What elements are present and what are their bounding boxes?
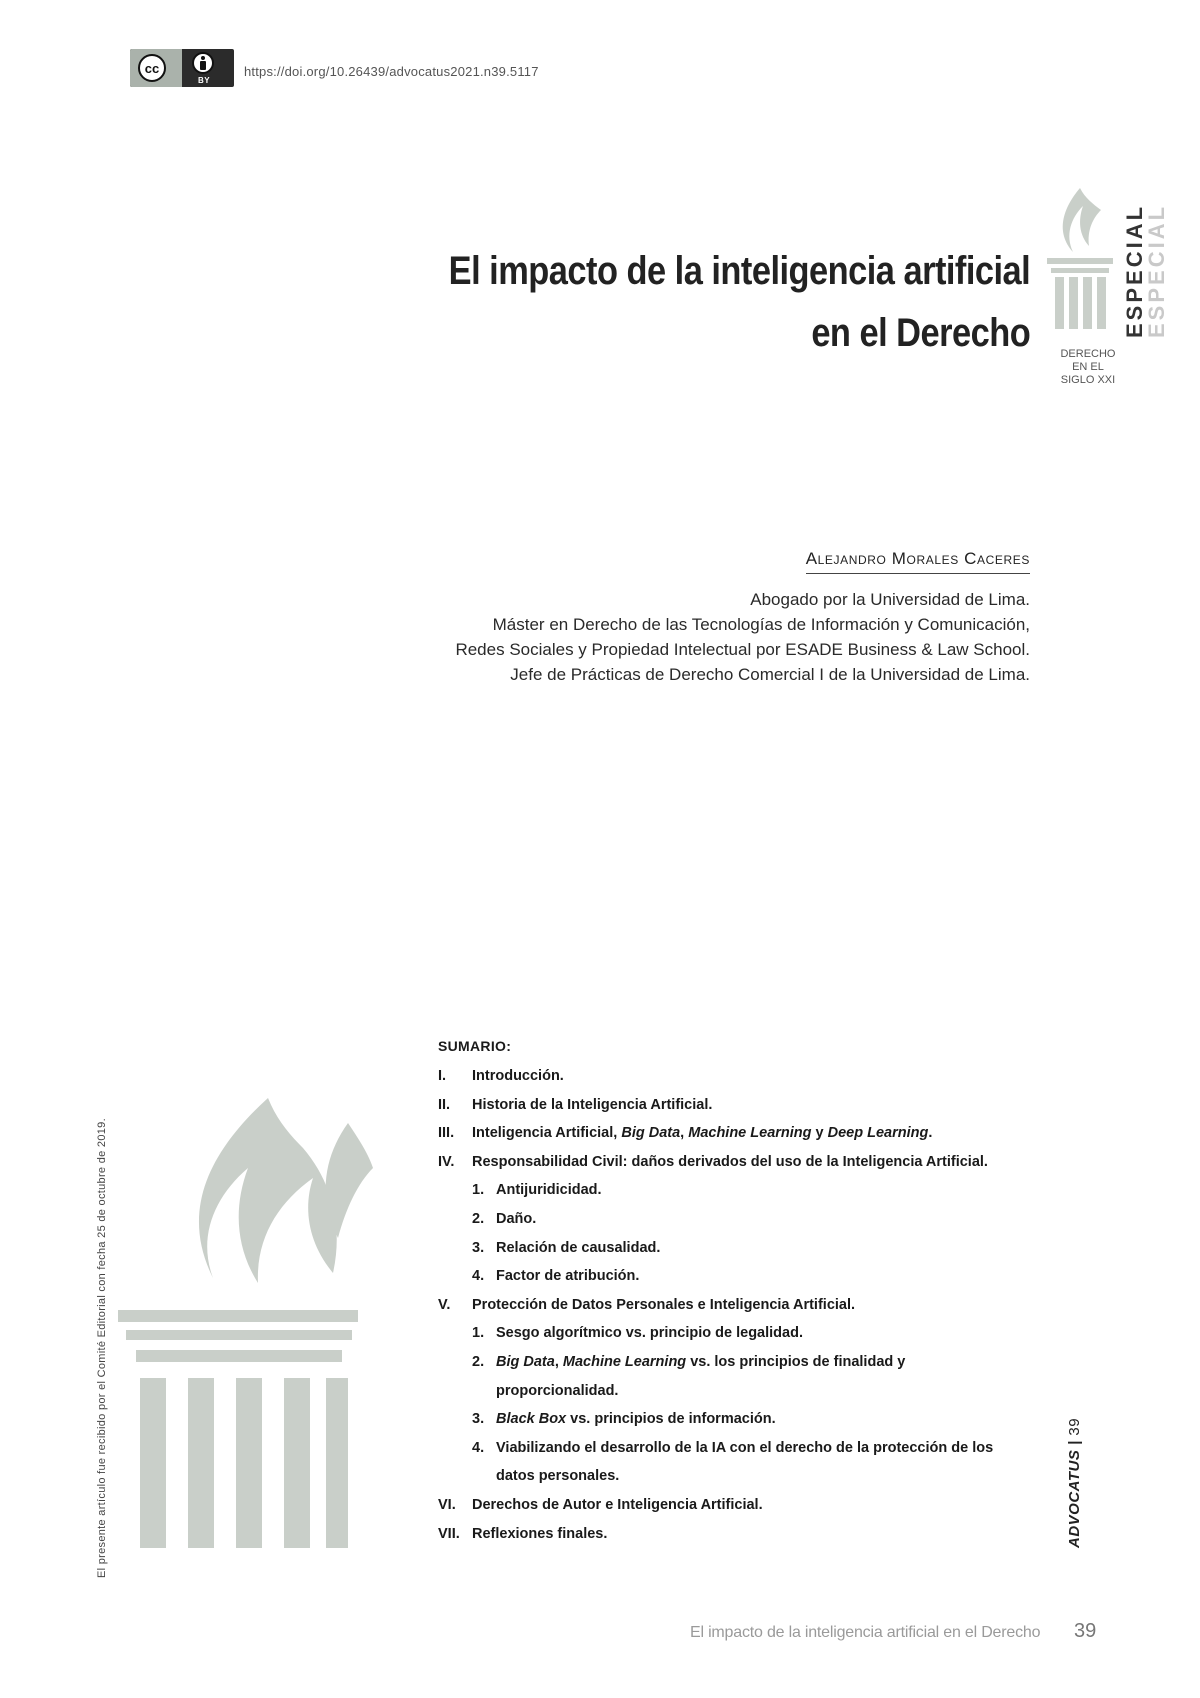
toc-text-italic: Machine Learning bbox=[562, 1353, 687, 1370]
toc-item-iv bbox=[438, 1148, 1038, 1177]
doi-link[interactable]: https://doi.org/10.26439/advocatus2021.n39.5117 bbox=[244, 64, 539, 79]
attribution-person-icon bbox=[192, 52, 214, 74]
page-number: 39 bbox=[1074, 1620, 1097, 1642]
toc-item-vi bbox=[438, 1491, 1038, 1520]
journal-tab-page: 39 bbox=[1066, 1417, 1083, 1436]
toc-subitem bbox=[438, 1262, 1038, 1291]
toc-number: 1. bbox=[472, 1325, 485, 1342]
toc-continuation bbox=[438, 1462, 1038, 1491]
toc-number: IV. bbox=[438, 1153, 455, 1170]
toc-subitem bbox=[438, 1348, 1038, 1377]
especial-label-shadow: ESPECIAL bbox=[1144, 203, 1169, 338]
cc-icon-label: cc bbox=[144, 60, 160, 76]
toc-text: Protección de Datos Personales e Inteligencia Artificial. bbox=[472, 1296, 856, 1313]
toc-item-iii bbox=[438, 1119, 1038, 1148]
sumario-title: SUMARIO: bbox=[438, 1038, 512, 1054]
toc-text: datos personales. bbox=[496, 1468, 620, 1485]
toc-text: Viabilizando el desarrollo de la IA con el derecho de la protección de los bbox=[496, 1439, 994, 1456]
toc-text-italic: Machine Learning bbox=[688, 1125, 812, 1142]
section-subtitle-line-1: DERECHO bbox=[1060, 348, 1116, 360]
toc-continuation bbox=[438, 1377, 1038, 1406]
section-subtitle-line-2: EN EL bbox=[1072, 361, 1104, 373]
toc-number: 3. bbox=[472, 1239, 485, 1256]
author-line-3: Redes Sociales y Propiedad Intelectual por ESADE Business & Law School. bbox=[455, 640, 1030, 659]
toc-item-vii bbox=[438, 1520, 1038, 1549]
toc-text: Daño. bbox=[496, 1210, 537, 1227]
toc-number: 1. bbox=[472, 1182, 485, 1199]
table-of-contents bbox=[438, 1038, 1038, 1548]
toc-text-italic: Black Box bbox=[496, 1411, 567, 1428]
toc-text: Responsabilidad Civil: daños derivados del uso de la Inteligencia Artificial. bbox=[472, 1153, 988, 1170]
toc-subitem bbox=[438, 1405, 1038, 1434]
toc-text: Sesgo algorítmico vs. principio de legalidad. bbox=[496, 1325, 803, 1342]
toc-number: 2. bbox=[472, 1353, 485, 1370]
toc-text: Antijuridicidad. bbox=[496, 1182, 602, 1199]
toc-subitem bbox=[438, 1205, 1038, 1234]
toc-text: Relación de causalidad. bbox=[496, 1239, 661, 1256]
toc-text bbox=[496, 1348, 1038, 1377]
cc-badge-left bbox=[130, 49, 182, 87]
toc-text-part: y bbox=[811, 1125, 828, 1142]
toc-text-italic: Big Data bbox=[621, 1125, 681, 1142]
torch-watermark-icon bbox=[118, 1088, 380, 1558]
toc-number: 4. bbox=[472, 1439, 485, 1456]
toc-text-part: vs. los principios de finalidad y bbox=[686, 1353, 906, 1370]
author-affiliation bbox=[455, 587, 1030, 687]
journal-tab bbox=[1066, 1418, 1083, 1548]
author-line-1: Abogado por la Universidad de Lima. bbox=[750, 590, 1030, 609]
toc-text: proporcionalidad. bbox=[496, 1382, 619, 1399]
toc-text bbox=[496, 1405, 1038, 1434]
toc-item-v bbox=[438, 1291, 1038, 1320]
toc-text-italic: Deep Learning bbox=[827, 1125, 929, 1142]
article-title bbox=[448, 240, 1030, 364]
toc-text-italic: Big Data bbox=[496, 1353, 555, 1370]
title-line-1: El impacto de la inteligencia artificial bbox=[448, 249, 1030, 293]
received-date-note: El presente artículo fue recibido por el Comité Editorial con fecha 25 de octubre de 2019. bbox=[96, 1118, 108, 1578]
toc-subitem bbox=[438, 1234, 1038, 1263]
toc-number: III. bbox=[438, 1125, 455, 1142]
toc-number: V. bbox=[438, 1296, 451, 1313]
toc-text: Factor de atribución. bbox=[496, 1268, 640, 1285]
toc-text: Introducción. bbox=[472, 1068, 564, 1084]
toc-item-ii bbox=[438, 1091, 1038, 1120]
cc-icon bbox=[138, 54, 166, 82]
toc-text-part: . bbox=[928, 1125, 933, 1142]
toc-text-part: , bbox=[554, 1353, 563, 1370]
section-subtitle-line-3: SIGLO XXI bbox=[1060, 374, 1116, 386]
toc-number: II. bbox=[438, 1096, 451, 1113]
torch-emblem-icon bbox=[1045, 180, 1115, 340]
journal-separator: | bbox=[1066, 1440, 1083, 1445]
title-line-2: en el Derecho bbox=[811, 311, 1030, 355]
toc-text-part: vs. principios de información. bbox=[566, 1411, 776, 1428]
toc-number: VII. bbox=[438, 1525, 460, 1542]
toc-text: Reflexiones finales. bbox=[472, 1525, 608, 1542]
author-name: Alejandro Morales Caceres bbox=[806, 549, 1030, 574]
toc-number: 4. bbox=[472, 1268, 485, 1285]
toc-item-i bbox=[438, 1062, 1038, 1091]
cc-license-badge[interactable] bbox=[130, 49, 234, 87]
toc-text: Historia de la Inteligencia Artificial. bbox=[472, 1096, 713, 1113]
section-subtitle bbox=[1050, 348, 1126, 387]
toc-subitem bbox=[438, 1319, 1038, 1348]
author-line-4: Jefe de Prácticas de Derecho Comercial I de la Universidad de Lima. bbox=[510, 665, 1030, 684]
toc-text bbox=[472, 1119, 1038, 1148]
toc-text-part: , bbox=[680, 1125, 689, 1142]
especial-label: ESPECIAL bbox=[1122, 203, 1147, 338]
author-line-2: Máster en Derecho de las Tecnologías de Información y Comunicación, bbox=[492, 615, 1030, 634]
toc-text: Derechos de Autor e Inteligencia Artificial. bbox=[472, 1496, 763, 1513]
running-title: El impacto de la inteligencia artificial en el Derecho bbox=[690, 1624, 1041, 1641]
toc-subitem bbox=[438, 1434, 1038, 1463]
toc-number: VI. bbox=[438, 1496, 456, 1513]
toc-text-part: Inteligencia Artificial, bbox=[472, 1125, 622, 1142]
toc-number: 2. bbox=[472, 1210, 485, 1227]
toc-number: 3. bbox=[472, 1411, 485, 1428]
toc-subitem bbox=[438, 1176, 1038, 1205]
journal-name: ADVOCATUS bbox=[1066, 1449, 1083, 1548]
by-label: BY bbox=[197, 76, 211, 85]
toc-number: I. bbox=[438, 1068, 447, 1084]
